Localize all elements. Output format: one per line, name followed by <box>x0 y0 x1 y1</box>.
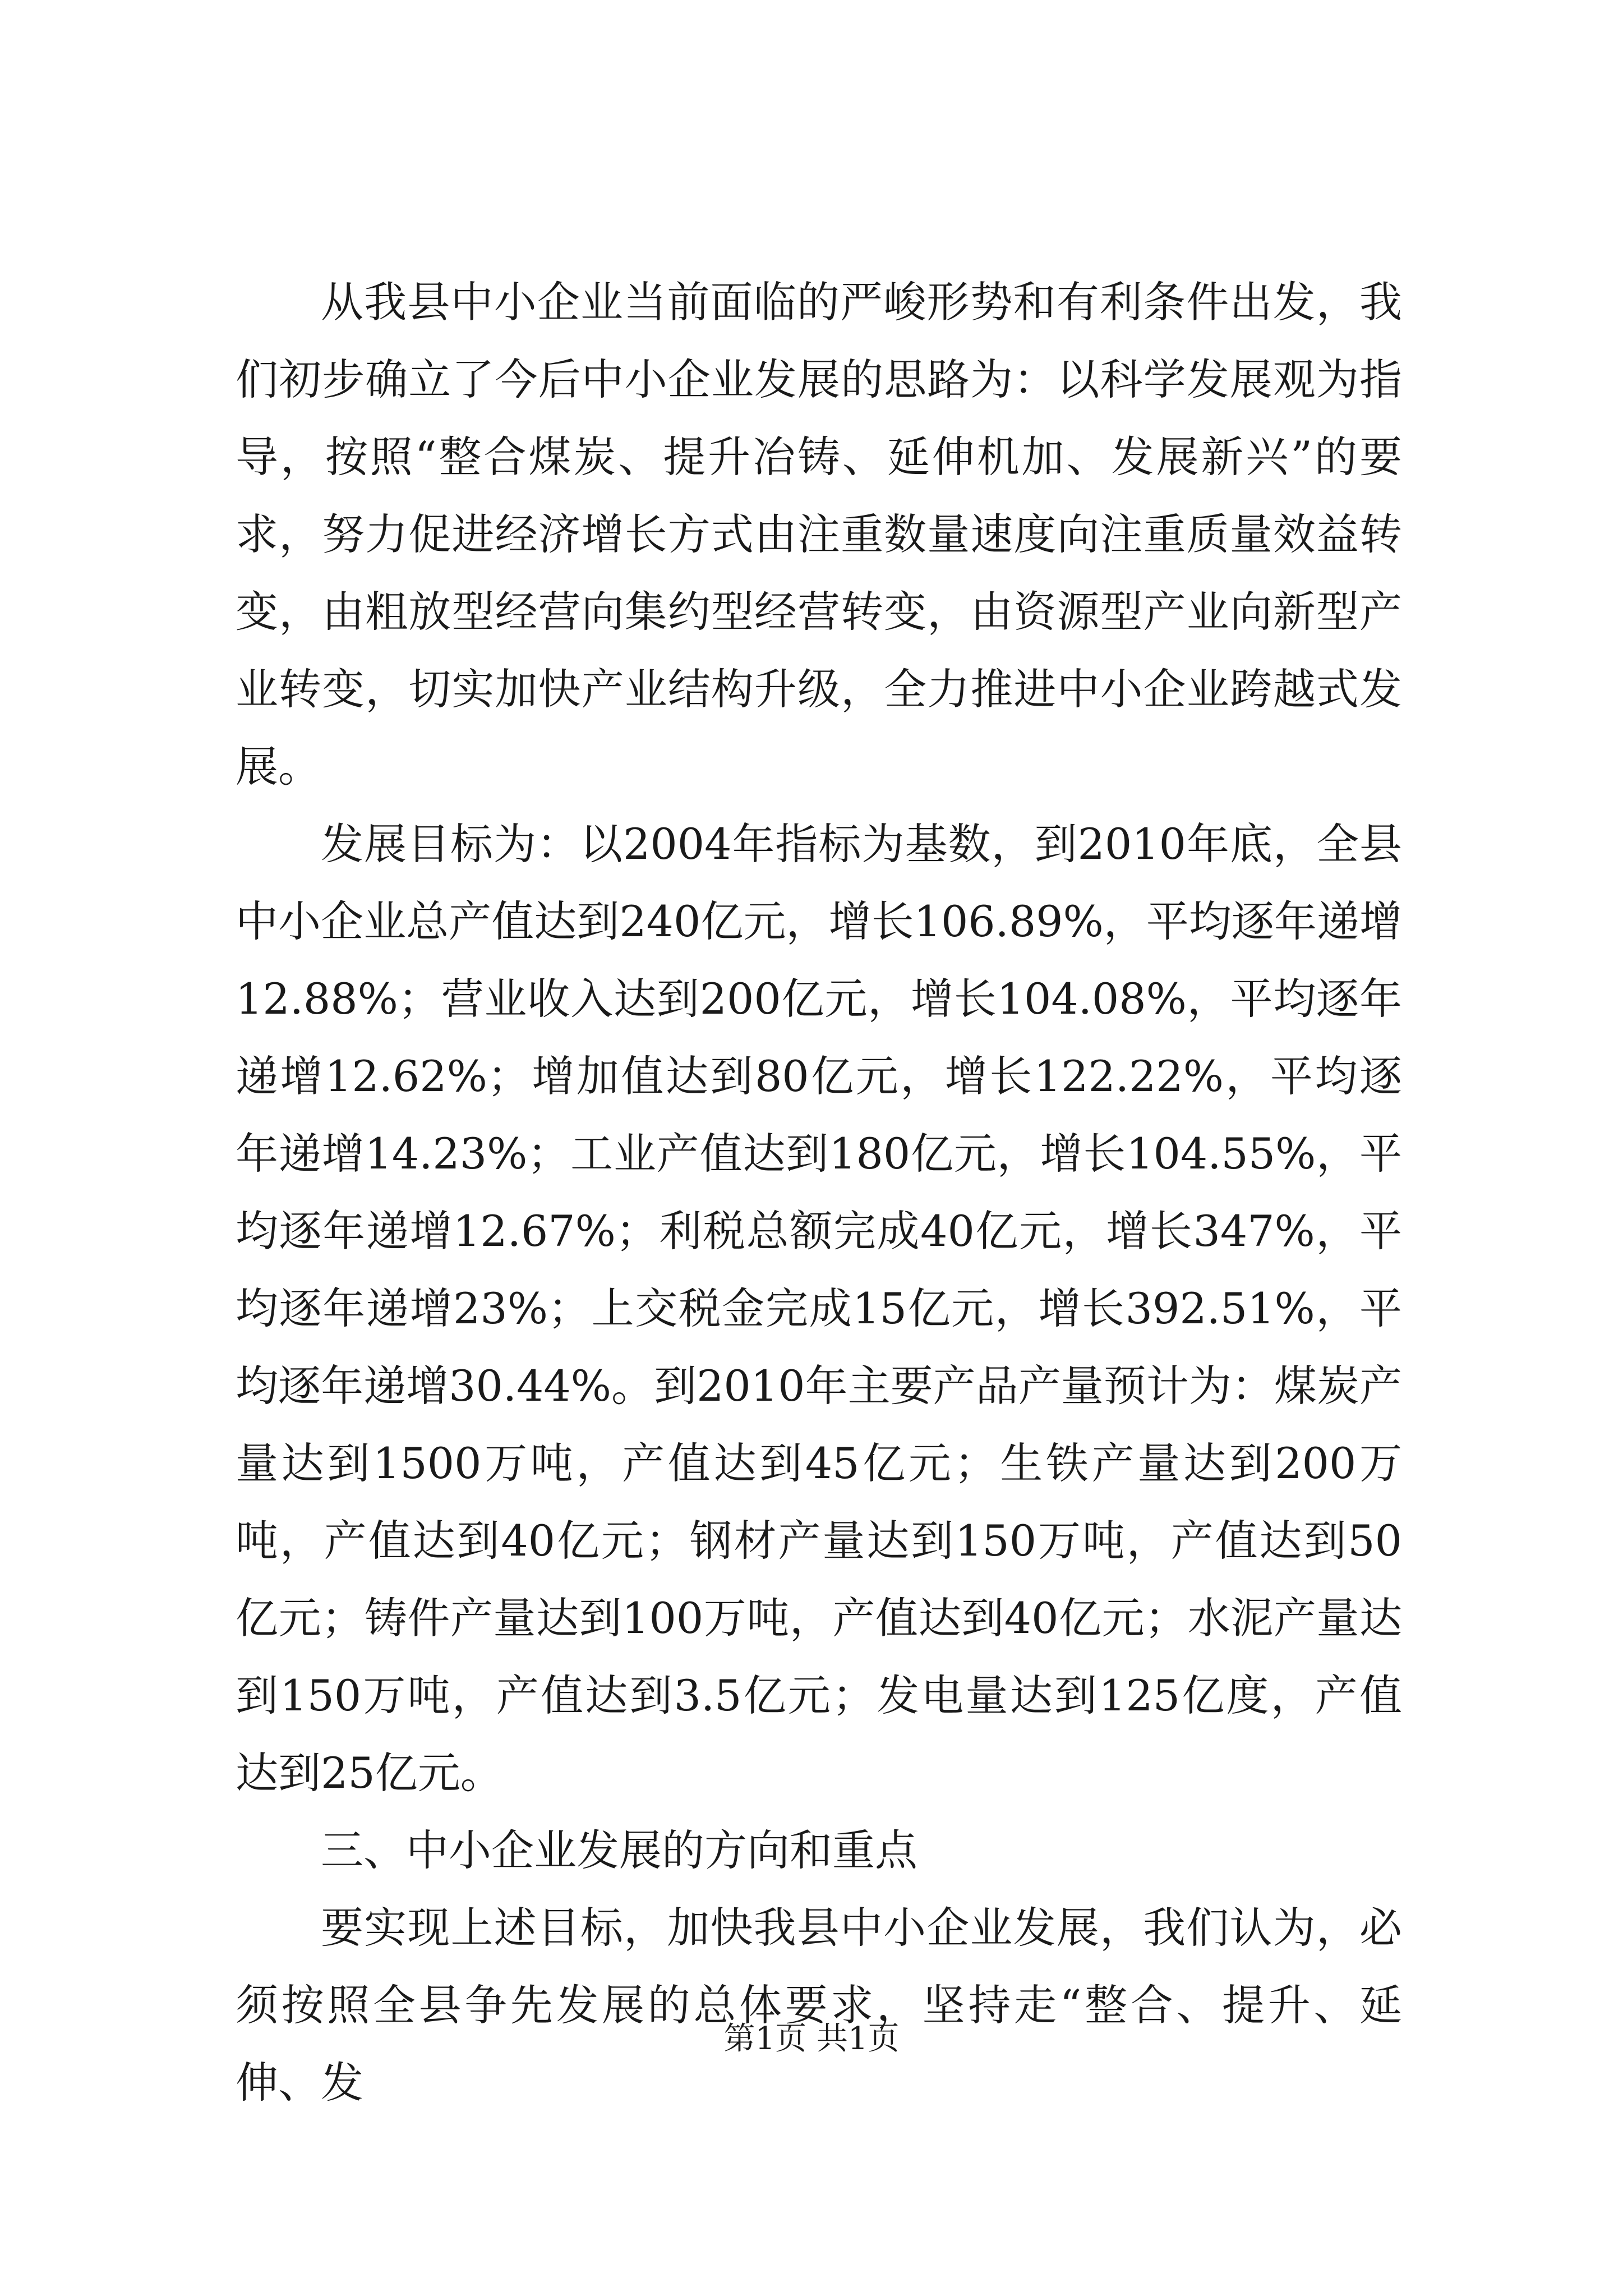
page-footer <box>0 2019 1623 2059</box>
body-text <box>236 264 1402 2122</box>
paragraph-requirements: 要实现上述目标，加快我县中小企业发展，我们认为，必须按照全县争先发展的总体要求，坚持走“整合、提升、延伸、发 <box>236 1903 1402 2108</box>
page-number: 第1页 共1页 <box>723 2021 900 2057</box>
section-heading-direction-and-focus: 三、中小企业发展的方向和重点 <box>321 1825 917 1875</box>
paragraph-development-approach: 从我县中小企业当前面临的严峻形势和有利条件出发，我们初步确立了今后中小企业发展的思路为：以科学发展观为指导，按照“整合煤炭、提升冶铸、延伸机加、发展新兴”的要求，努力促进经济增长方式由注重数量速度向注重质量效益转变，由粗放型经营向集约型经营转变，由资源型产业向新型产业转变，切实加快产业结构升级，全力推进中小企业跨越式发展。 <box>236 277 1402 792</box>
paragraph-development-targets: 发展目标为：以2004年指标为基数，到2010年底，全县中小企业总产值达到240亿元，增长106.89%，平均逐年递增12.88%；营业收入达到200亿元，增长104.08%，平均逐年递增12.62%；增加值达到80亿元，增长122.22%，平均逐年递增14.23%；工业产值达到180亿元，增长104.55%，平均逐年递增12.67%；利税总额完成40亿元，增长347%，平均逐年递增23%；上交税金完成15亿元，增长392.51%，平均逐年递增30.44%。到2010年主要产品产量预计为：煤炭产量达到1500万吨，产值达到45亿元；生铁产量达到200万吨，产值达到40亿元；钢材产量达到150万吨，产值达到50亿元；铸件产量达到100万吨，产值达到40亿元；水泥产量达到150万吨，产值达到3.5亿元；发电量达到125亿度，产值达到25亿元。 <box>236 819 1402 1798</box>
